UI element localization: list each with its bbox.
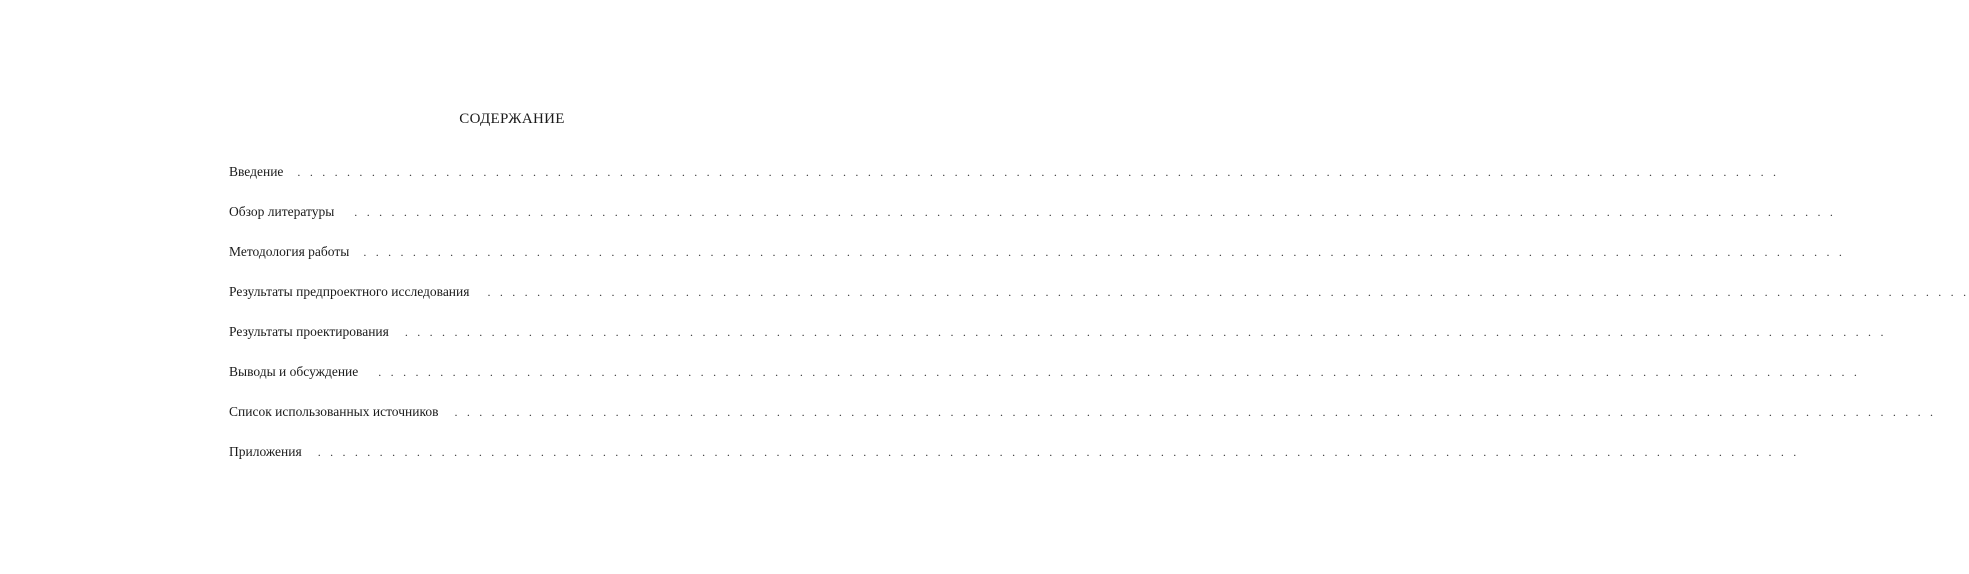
page-title: СОДЕРЖАНИЕ	[459, 111, 565, 127]
toc-entry-label: Результаты проектирования	[229, 324, 389, 339]
toc-entry	[229, 322, 1887, 362]
toc-entry	[229, 202, 1837, 242]
dot-leader: . . . . . . . . . . . . . . . . . . . . . . . . . . . . . . . . . . . . . . . . . . . . . . . . . . . . . . . . . . . . . . . . . . . . . . . . . . . . . . . . . . . . . . . . . . . . . . . . . . . . . . . . . . . . . . . . . . . . . . . .	[404, 325, 1887, 339]
toc-entry	[229, 162, 1780, 202]
toc-entry	[229, 402, 1937, 442]
toc-entry	[229, 362, 1861, 402]
toc-entry-label: Введение	[229, 164, 284, 179]
toc-entry-label: Список использованных источников	[229, 404, 439, 419]
toc-entry-label: Результаты предпроектного исследования	[229, 284, 470, 299]
toc-entry-label: Обзор литературы	[229, 204, 335, 219]
dot-leader: . . . . . . . . . . . . . . . . . . . . . . . . . . . . . . . . . . . . . . . . . . . . . . . . . . . . . . . . . . . . . . . . . . . . . . . . . . . . . . . . . . . . . . . . . . . . . . . . . . . . . . . . . . . . . . . . . . . . . . . .	[317, 445, 1800, 459]
toc-entry-label: Приложения	[229, 444, 302, 459]
toc-entry-label: Методология работы	[229, 244, 350, 259]
toc-entry-label: Выводы и обсуждение	[229, 364, 359, 379]
dot-leader: . . . . . . . . . . . . . . . . . . . . . . . . . . . . . . . . . . . . . . . . . . . . . . . . . . . . . . . . . . . . . . . . . . . . . . . . . . . . . . . . . . . . . . . . . . . . . . . . . . . . . . . . . . . . . . . . . . . . . . . .	[297, 165, 1780, 179]
toc-entry	[229, 442, 1800, 482]
dot-leader: . . . . . . . . . . . . . . . . . . . . . . . . . . . . . . . . . . . . . . . . . . . . . . . . . . . . . . . . . . . . . . . . . . . . . . . . . . . . . . . . . . . . . . . . . . . . . . . . . . . . . . . . . . . . . . . . . . . . . . . .	[363, 245, 1846, 259]
dot-leader: . . . . . . . . . . . . . . . . . . . . . . . . . . . . . . . . . . . . . . . . . . . . . . . . . . . . . . . . . . . . . . . . . . . . . . . . . . . . . . . . . . . . . . . . . . . . . . . . . . . . . . . . . . . . . . . . . . . . . . . .	[454, 405, 1937, 419]
dot-leader: . . . . . . . . . . . . . . . . . . . . . . . . . . . . . . . . . . . . . . . . . . . . . . . . . . . . . . . . . . . . . . . . . . . . . . . . . . . . . . . . . . . . . . . . . . . . . . . . . . . . . . . . . . . . . . . . . . . . . . . .	[378, 365, 1861, 379]
dot-leader: . . . . . . . . . . . . . . . . . . . . . . . . . . . . . . . . . . . . . . . . . . . . . . . . . . . . . . . . . . . . . . . . . . . . . . . . . . . . . . . . . . . . . . . . . . . . . . . . . . . . . . . . . . . . . . . . . . . . . . . .	[354, 205, 1837, 219]
toc-entry	[229, 242, 1846, 282]
table-of-contents	[229, 162, 1969, 482]
dot-leader: . . . . . . . . . . . . . . . . . . . . . . . . . . . . . . . . . . . . . . . . . . . . . . . . . . . . . . . . . . . . . . . . . . . . . . . . . . . . . . . . . . . . . . . . . . . . . . . . . . . . . . . . . . . . . . . . . . . . . . . .	[487, 285, 1969, 299]
toc-entry	[229, 282, 1969, 322]
